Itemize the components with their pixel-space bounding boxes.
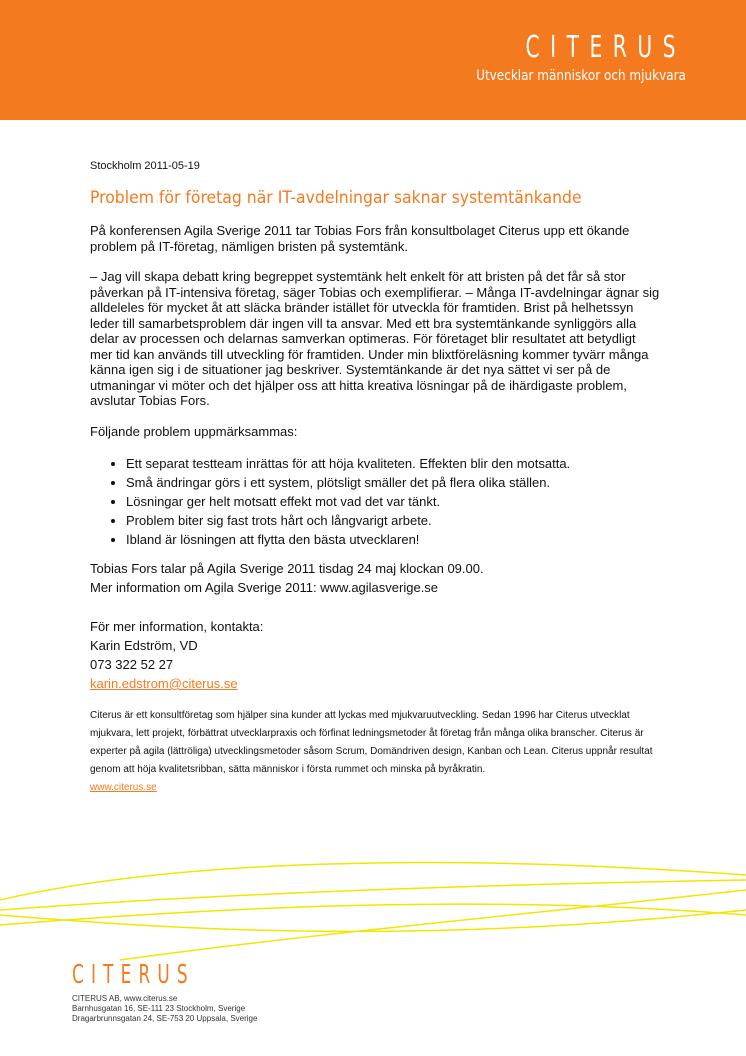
list-item: • Ibland är lösningen att flytta den bästa utvecklaren!	[126, 530, 660, 549]
wave-line	[120, 890, 746, 960]
wave-line	[0, 904, 746, 925]
talk-line: Tobias Fors talar på Agila Sverige 2011 tisdag 24 maj klockan 09.00.	[90, 561, 484, 576]
talk-info	[90, 559, 660, 597]
document-body	[90, 160, 660, 797]
header-banner	[0, 0, 746, 120]
list-item: • Problem biter sig fast trots hårt och långvarigt arbete.	[126, 511, 660, 530]
problems-intro: Följande problem uppmärksammas:	[90, 423, 298, 439]
website-link[interactable]: www.citerus.se	[90, 782, 157, 793]
list-item: • Ett separat testteam inrättas för att höja kvaliteten. Effekten blir den motsatta.	[126, 454, 660, 473]
wave-line	[0, 910, 746, 931]
list-item: • Små ändringar görs i ett system, plötsligt smäller det på flera olika ställen.	[126, 473, 660, 492]
contact-phone: 073 322 52 27	[90, 657, 174, 672]
intro-paragraph: På konferensen Agila Sverige 2011 tar Tobias Fors från konsultbolaget Citerus upp ett ökande problem på IT-företag, nämligen bristen på systemtänk.	[90, 223, 630, 254]
citerus-logo: CITERUS	[525, 30, 686, 65]
contact-name: Karin Edström, VD	[90, 638, 198, 653]
contact-email-link[interactable]: karin.edstrom@citerus.se	[90, 676, 238, 691]
footer-logo: CITERUS	[72, 960, 195, 990]
tagline: Utvecklar människor och mjukvara	[476, 68, 686, 84]
wave-line	[0, 863, 746, 900]
list-item: • Lösningar ger helt motsatt effekt mot vad det var tänkt.	[126, 492, 660, 511]
problem-list	[90, 454, 660, 549]
contact-block	[90, 617, 660, 693]
more-info-line: Mer information om Agila Sverige 2011: www.agilasverige.se	[90, 580, 439, 595]
dateline: Stockholm 2011-05-19	[90, 160, 200, 172]
document-title: Problem för företag när IT-avdelningar saknar systemtänkande	[90, 188, 582, 208]
decorative-waves	[0, 855, 746, 965]
footer-line: Dragarbrunnsgatan 24, SE-753 20 Uppsala, Sverige	[72, 1014, 258, 1023]
footer-line: Barnhusgatan 16, SE-111 23 Stockholm, Sverige	[72, 1004, 246, 1013]
quote-paragraph: – Jag vill skapa debatt kring begreppet systemtänk helt enkelt för att bristen på det får så stor påverkan på IT-intensiva företag, säger Tobias och exemplifierar. – Många IT-avdelningar ägnar sig alldeleles för mycket åt att släcka bränder istället för utveckla för framtiden. Brist på helhetssyn leder till samarbetsproblem där ingen vill ta ansvar. Med ett bra systemtänkande synliggörs alla delar av processen och delarnas samverkan optimeras. För företaget blir resultatet att betydligt mer tid kan används till utveckling för framtiden. Under min blixtföreläsning kommer tyvärr många känna igen sig i de situationer jag beskriver. Systemtänkande är det nya sättet vi ser på de utmaningar vi möter och det hjälper oss att hitta kreativa lösningar på de ihärdigaste problem, avslutar Tobias Fors.	[90, 269, 660, 408]
about-text: Citerus är ett konsultföretag som hjälper sina kunder att lyckas med mjukvaruutveckling. Sedan 1996 har Citerus utvecklat mjukvara, lett projekt, förbättrat utvecklarpraxis och förfinat ledningsmetoder åt företag från många olika branscher. Citerus är experter på agila (lättröliga) utvecklingsmetoder såsom Scrum, Domändriven design, Kanban och Lean. Citerus uppnår resultat genom att höja kvalitetsribban, sätta människor i första rummet och minska på byråkratin.	[90, 710, 653, 775]
footer-line: CITERUS AB, www.citerus.se	[72, 994, 178, 1003]
about-citerus	[90, 707, 660, 797]
footer-address	[72, 994, 257, 1024]
contact-intro: För mer information, kontakta:	[90, 619, 264, 634]
